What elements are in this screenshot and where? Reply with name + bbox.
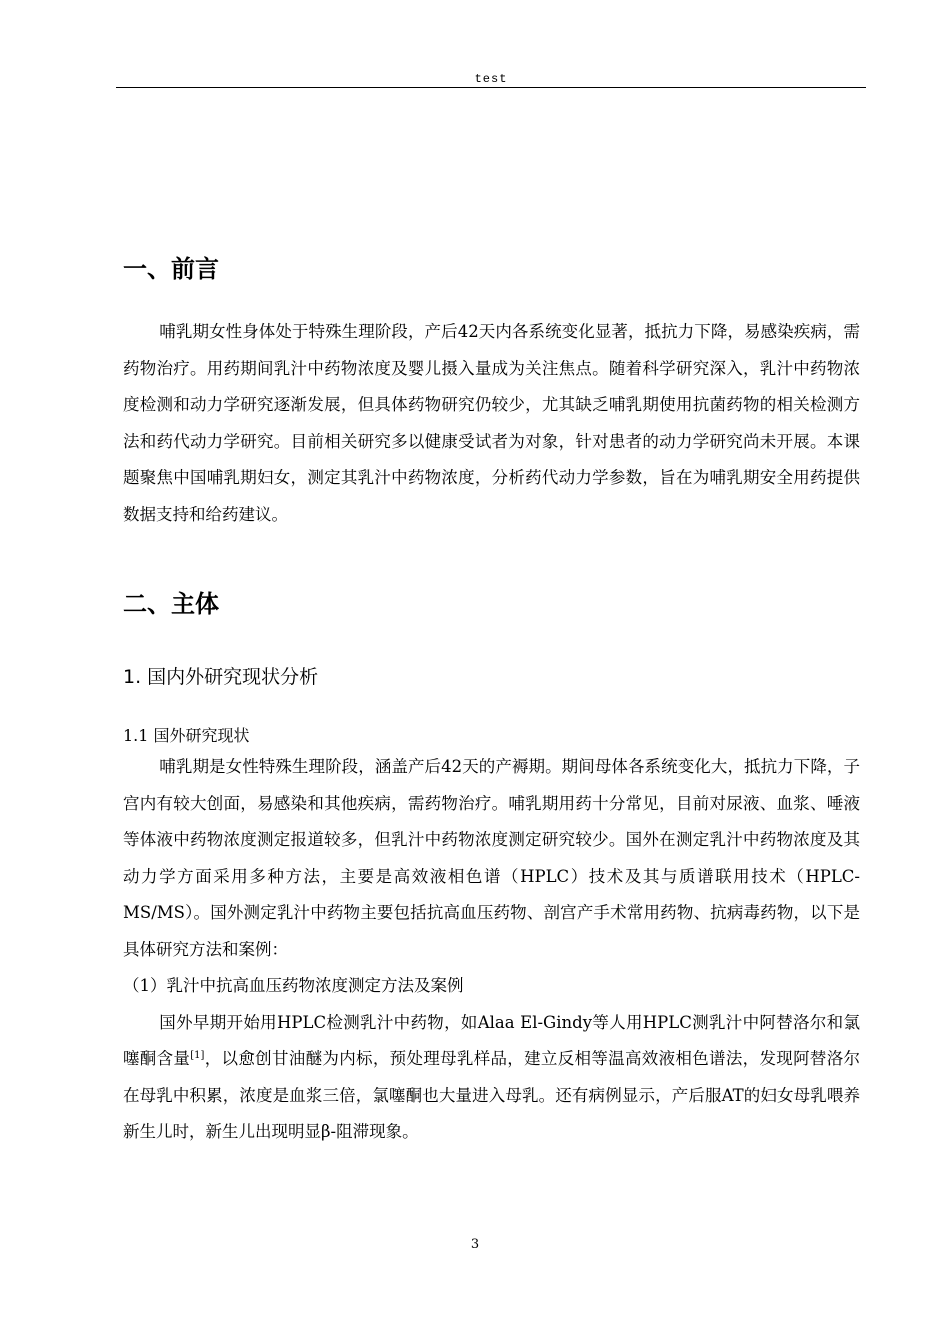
section-heading-preface: 一、前言: [123, 255, 219, 283]
paragraph-text-after-ref: ，以愈创甘油醚为内标，预处理母乳样品，建立反相等温高效液相色谱法，发现阿替洛尔在母乳中积累，浓度是血浆三倍，氯噻酮也大量进入母乳。还有病例显示，产后服AT的妇女母乳喂养新生儿时，新生儿出现明显β-阻滞现象。: [123, 1049, 861, 1141]
paragraph-text-before-ref: 国外早期开始用HPLC检测乳汁中药物，如Alaa El-Gindy等人用HPLC测乳汁中阿替洛尔和氯噻酮含量: [123, 1012, 860, 1068]
list-item-antihypertensive: （1）乳汁中抗高血压药物浓度测定方法及案例: [123, 976, 464, 995]
document-body: [123, 252, 860, 1151]
section-heading-main: 二、主体: [123, 590, 219, 618]
foreign-status-paragraph: 哺乳期是女性特殊生理阶段，涵盖产后42天的产褥期。期间母体各系统变化大，抵抗力下降，子宫内有较大创面，易感染和其他疾病，需药物治疗。哺乳期用药十分常见，目前对尿液、血浆、唾液等体液中药物浓度测定报道较多，但乳汁中药物浓度测定研究较少。国外在测定乳汁中药物浓度及其动力学方面采用多种方法，主要是高效液相色谱（HPLC）技术及其与质谱联用技术（HPLC-MS/MS）。国外测定乳汁中药物主要包括抗高血压药物、剖宫产手术常用药物、抗病毒药物，以下是具体研究方法和案例：: [123, 757, 860, 959]
citation-ref: [1]: [190, 1050, 205, 1061]
page-number: 3: [470, 1237, 480, 1252]
page-header: test: [474, 72, 508, 86]
sub-heading-research-status: 1. 国内外研究现状分析: [123, 666, 319, 688]
header-rule: [116, 87, 866, 88]
subsub-heading-foreign-status: 1.1 国外研究现状: [123, 726, 250, 745]
antihypertensive-paragraph: [123, 1005, 860, 1151]
preface-paragraph: 哺乳期女性身体处于特殊生理阶段，产后42天内各系统变化显著，抵抗力下降，易感染疾病，需药物治疗。用药期间乳汁中药物浓度及婴儿摄入量成为关注焦点。随着科学研究深入，乳汁中药物浓度检测和动力学研究逐渐发展，但具体药物研究仍较少，尤其缺乏哺乳期使用抗菌药物的相关检测方法和药代动力学研究。目前相关研究多以健康受试者为对象，针对患者的动力学研究尚未开展。本课题聚焦中国哺乳期妇女，测定其乳汁中药物浓度，分析药代动力学参数，旨在为哺乳期安全用药提供数据支持和给药建议。: [123, 322, 860, 524]
